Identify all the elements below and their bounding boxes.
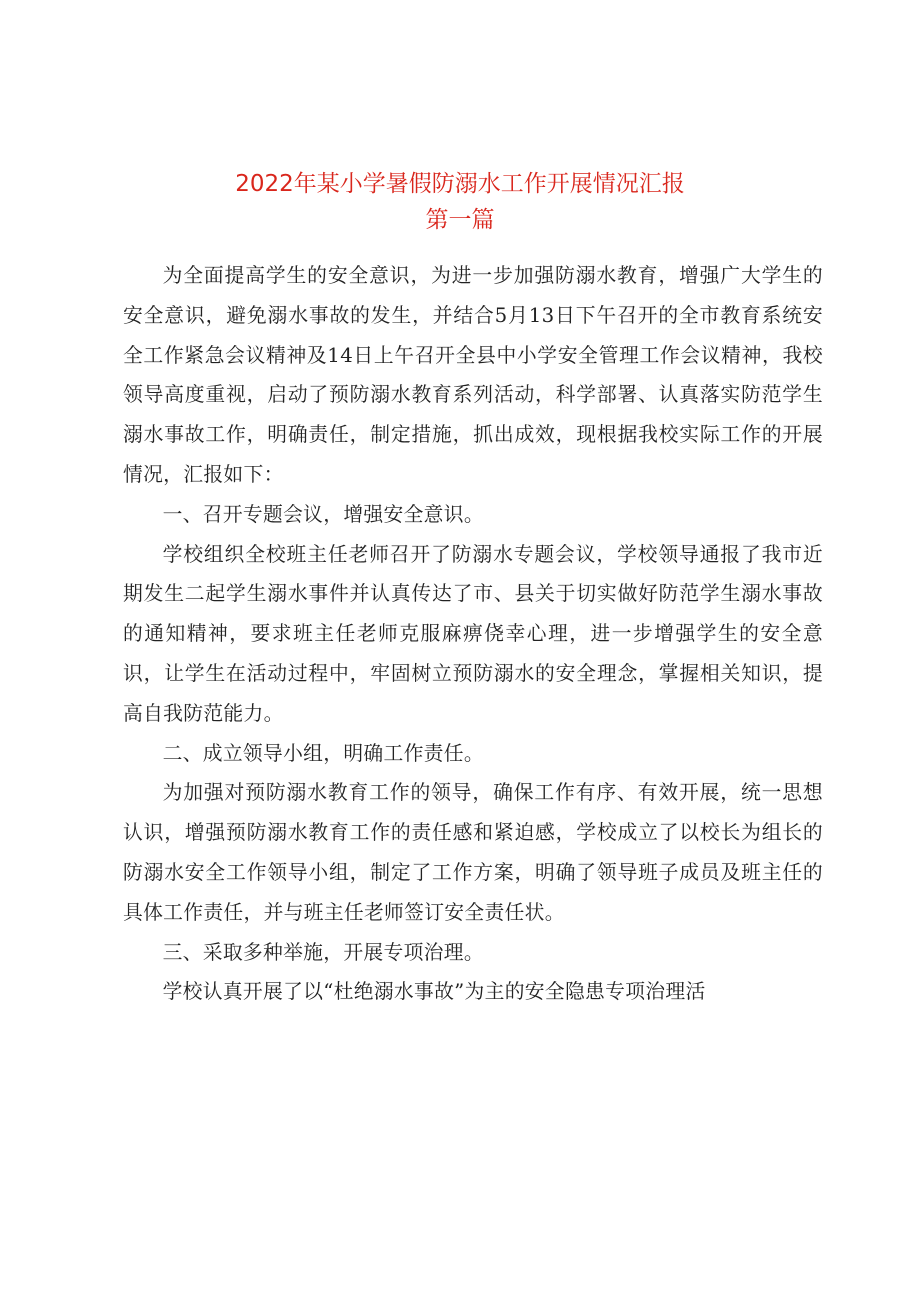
paragraph-section-1: 学校组织全校班主任老师召开了防溺水专题会议，学校领导通报了我市近期发生二起学生溺水事件并认真传达了市、县关于切实做好防范学生溺水事故的通知精神，要求班主任老师克服麻痹侥幸心理，进一步增强学生的安全意识，让学生在活动过程中，牢固树立预防溺水的安全理念，掌握相关知识，提高自我防范能力。 [123,542,823,725]
paragraph-intro: 为全面提高学生的安全意识，为进一步加强防溺水教育，增强广大学生的安全意识，避免溺水事故的发生，并结合5月13日下午召开的全市教育系统安全工作紧急会议精神及14日上午召开全县中小学安全管理工作会议精神，我校领导高度重视，启动了预防溺水教育系列活动，科学部署、认真落实防范学生溺水事故工作，明确责任，制定措施，抓出成效，现根据我校实际工作的开展情况，汇报如下： [123,264,823,486]
document-subtitle: 第一篇 [425,207,495,233]
paragraph-section-2: 为加强对预防溺水教育工作的领导，确保工作有序、有效开展，统一思想认识，增强预防溺水教育工作的责任感和紧迫感，学校成立了以校长为组长的防溺水安全工作领导小组，制定了工作方案，明确了领导班子成员及班主任的具体工作责任，并与班主任老师签订安全责任状。 [123,781,823,924]
title-block [0,166,920,238]
section-heading-3: 三、采取多种举施，开展专项治理。 [162,940,484,964]
paragraph-section-3: 学校认真开展了以“杜绝溺水事故”为主的安全隐患专项治理活 [162,980,706,1004]
section-heading-1: 一、召开专题会议，增强安全意识。 [162,502,484,526]
document-title: 2022年某小学暑假防溺水工作开展情况汇报 [235,171,685,197]
section-heading-2: 二、成立领导小组，明确工作责任。 [162,741,484,765]
document-body [123,256,823,1012]
